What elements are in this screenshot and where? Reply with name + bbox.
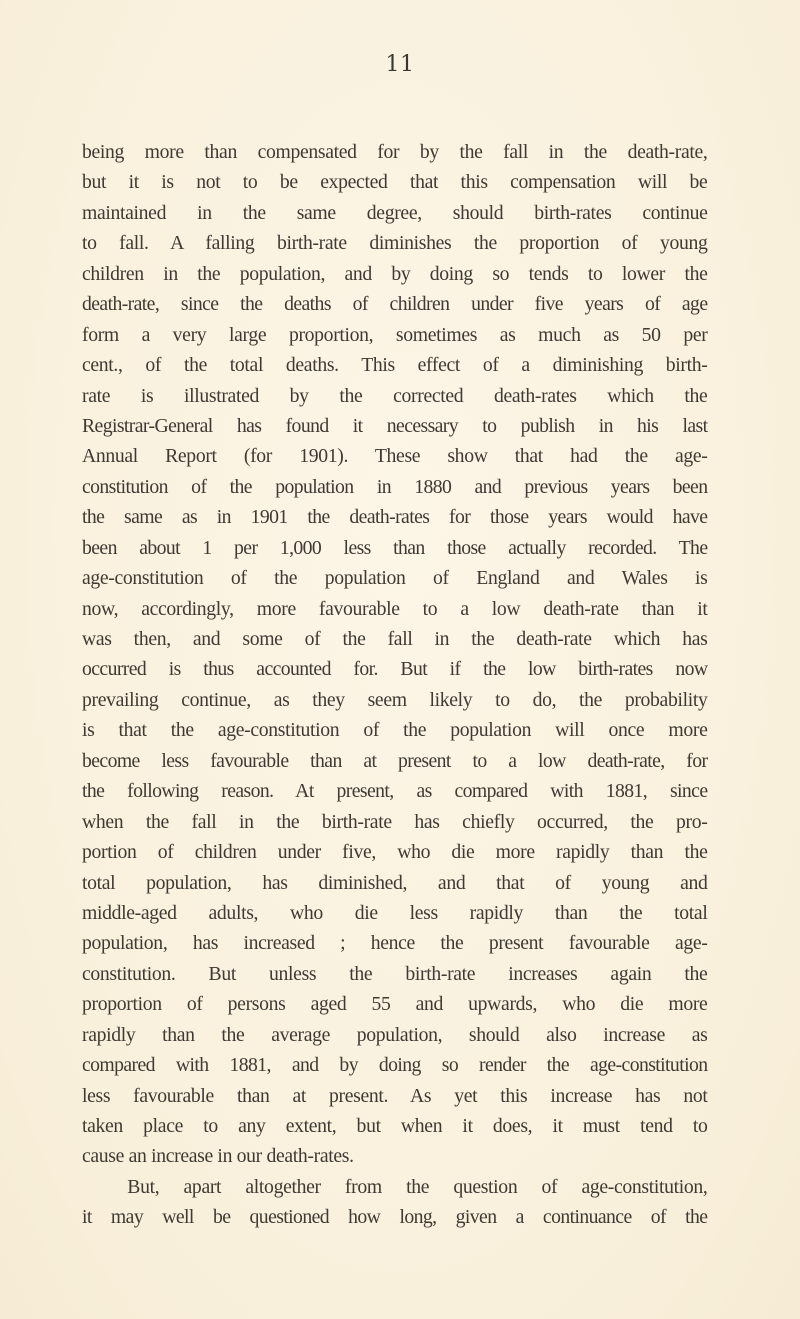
text-line	[82, 1111, 707, 1141]
text-line	[82, 563, 707, 593]
text-line	[82, 1202, 707, 1232]
paragraph-first-line	[82, 1172, 707, 1202]
text-line-content: being more than compensated for by the fall in the death-rate,	[82, 141, 708, 163]
text-line-content: total population, has diminished, and that of young and	[82, 871, 708, 894]
text-line-content: the same as in 1901 the death-rates for those years would have	[82, 506, 708, 529]
text-line-content: compared with 1881, and by doing so render the age-constitution	[82, 1054, 708, 1077]
text-line-content: to fall. A falling birth-rate diminishes the proportion of young	[82, 232, 708, 255]
text-line	[82, 685, 707, 715]
text-line	[82, 167, 707, 197]
text-line-content: was then, and some of the fall in the death-rate which has	[82, 628, 708, 650]
text-line	[82, 411, 707, 441]
text-line	[82, 624, 707, 654]
text-line-content: maintained in the same degree, should birth-rates continue	[82, 201, 708, 224]
text-line-content: age-constitution of the population of England and Wales is	[82, 567, 708, 590]
text-line	[82, 654, 707, 684]
text-line	[82, 198, 707, 228]
text-line-content: occurred is thus accounted for. But if the low birth-rates now	[82, 658, 708, 681]
text-line-content: now, accordingly, more favourable to a low death-rate than it	[82, 597, 708, 620]
text-line	[82, 289, 707, 319]
text-line	[82, 715, 707, 745]
text-line-content: less favourable than at present. As yet this increase has not	[82, 1084, 708, 1107]
text-line	[82, 228, 707, 258]
text-line	[82, 868, 707, 898]
text-line	[82, 1081, 707, 1111]
text-line-content: cent., of the total deaths. This effect of a diminishing birth-	[82, 354, 708, 377]
text-line	[82, 776, 707, 806]
text-line-content: the following reason. At present, as compared with 1881, since	[82, 780, 708, 803]
text-line	[82, 441, 707, 471]
text-line-content: become less favourable than at present to a low death-rate, for	[82, 749, 708, 772]
text-line-content: Registrar-General has found it necessary to publish in his last	[82, 414, 708, 437]
text-line-content: Annual Report (for 1901). These show that had the age-	[82, 445, 708, 468]
text-line-content: death-rate, since the deaths of children under five years of age	[82, 293, 708, 316]
text-line-content: been about 1 per 1,000 less than those actually recorded. The	[82, 536, 708, 559]
text-line	[82, 898, 707, 928]
text-line-content: is that the age-constitution of the population will once more	[82, 719, 708, 742]
text-line-content: constitution of the population in 1880 and previous years been	[82, 475, 708, 498]
text-line-content: taken place to any extent, but when it does, it must tend to	[82, 1115, 708, 1137]
text-line	[82, 259, 707, 289]
text-line	[82, 533, 707, 563]
text-line-content: children in the population, and by doing so tends to lower the	[82, 262, 708, 285]
text-line-content: cause an increase in our death-rates.	[82, 1145, 354, 1168]
text-line-content: rapidly than the average population, should also increase as	[82, 1023, 708, 1046]
text-line-content: population, has increased ; hence the present favourable age-	[82, 932, 708, 955]
paragraph-last-line	[82, 1141, 707, 1171]
text-line	[82, 137, 707, 167]
text-line	[82, 472, 707, 502]
text-line-content: constitution. But unless the birth-rate increases again the	[82, 962, 708, 985]
text-line	[82, 989, 707, 1019]
text-line-content: but it is not to be expected that this compensation will be	[82, 171, 708, 194]
text-line	[82, 320, 707, 350]
text-line	[82, 350, 707, 380]
text-line	[82, 1020, 707, 1050]
text-line-content: proportion of persons aged 55 and upwards, who die more	[82, 993, 708, 1016]
text-line	[82, 594, 707, 624]
text-line-content: when the fall in the birth-rate has chiefly occurred, the pro-	[82, 810, 708, 833]
text-line-content: form a very large proportion, sometimes as much as 50 per	[82, 323, 708, 346]
text-line-content: portion of children under five, who die more rapidly than the	[82, 841, 708, 864]
page-number: 11	[385, 52, 415, 77]
text-line	[82, 959, 707, 989]
body-text	[82, 137, 717, 1233]
text-line	[82, 502, 707, 532]
text-line	[82, 381, 707, 411]
text-line-content: But, apart altogether from the question of age-constitution,	[127, 1175, 708, 1198]
text-line-content: prevailing continue, as they seem likely to do, the probability	[82, 688, 708, 711]
text-line-content: it may well be questioned how long, given a continuance of the	[82, 1206, 708, 1229]
text-line	[82, 928, 707, 958]
text-line-content: middle-aged adults, who die less rapidly than the total	[82, 901, 708, 924]
text-line-content: rate is illustrated by the corrected death-rates which the	[82, 384, 708, 407]
text-line	[82, 1050, 707, 1080]
text-line	[82, 746, 707, 776]
text-line	[82, 807, 707, 837]
text-line	[82, 837, 707, 867]
